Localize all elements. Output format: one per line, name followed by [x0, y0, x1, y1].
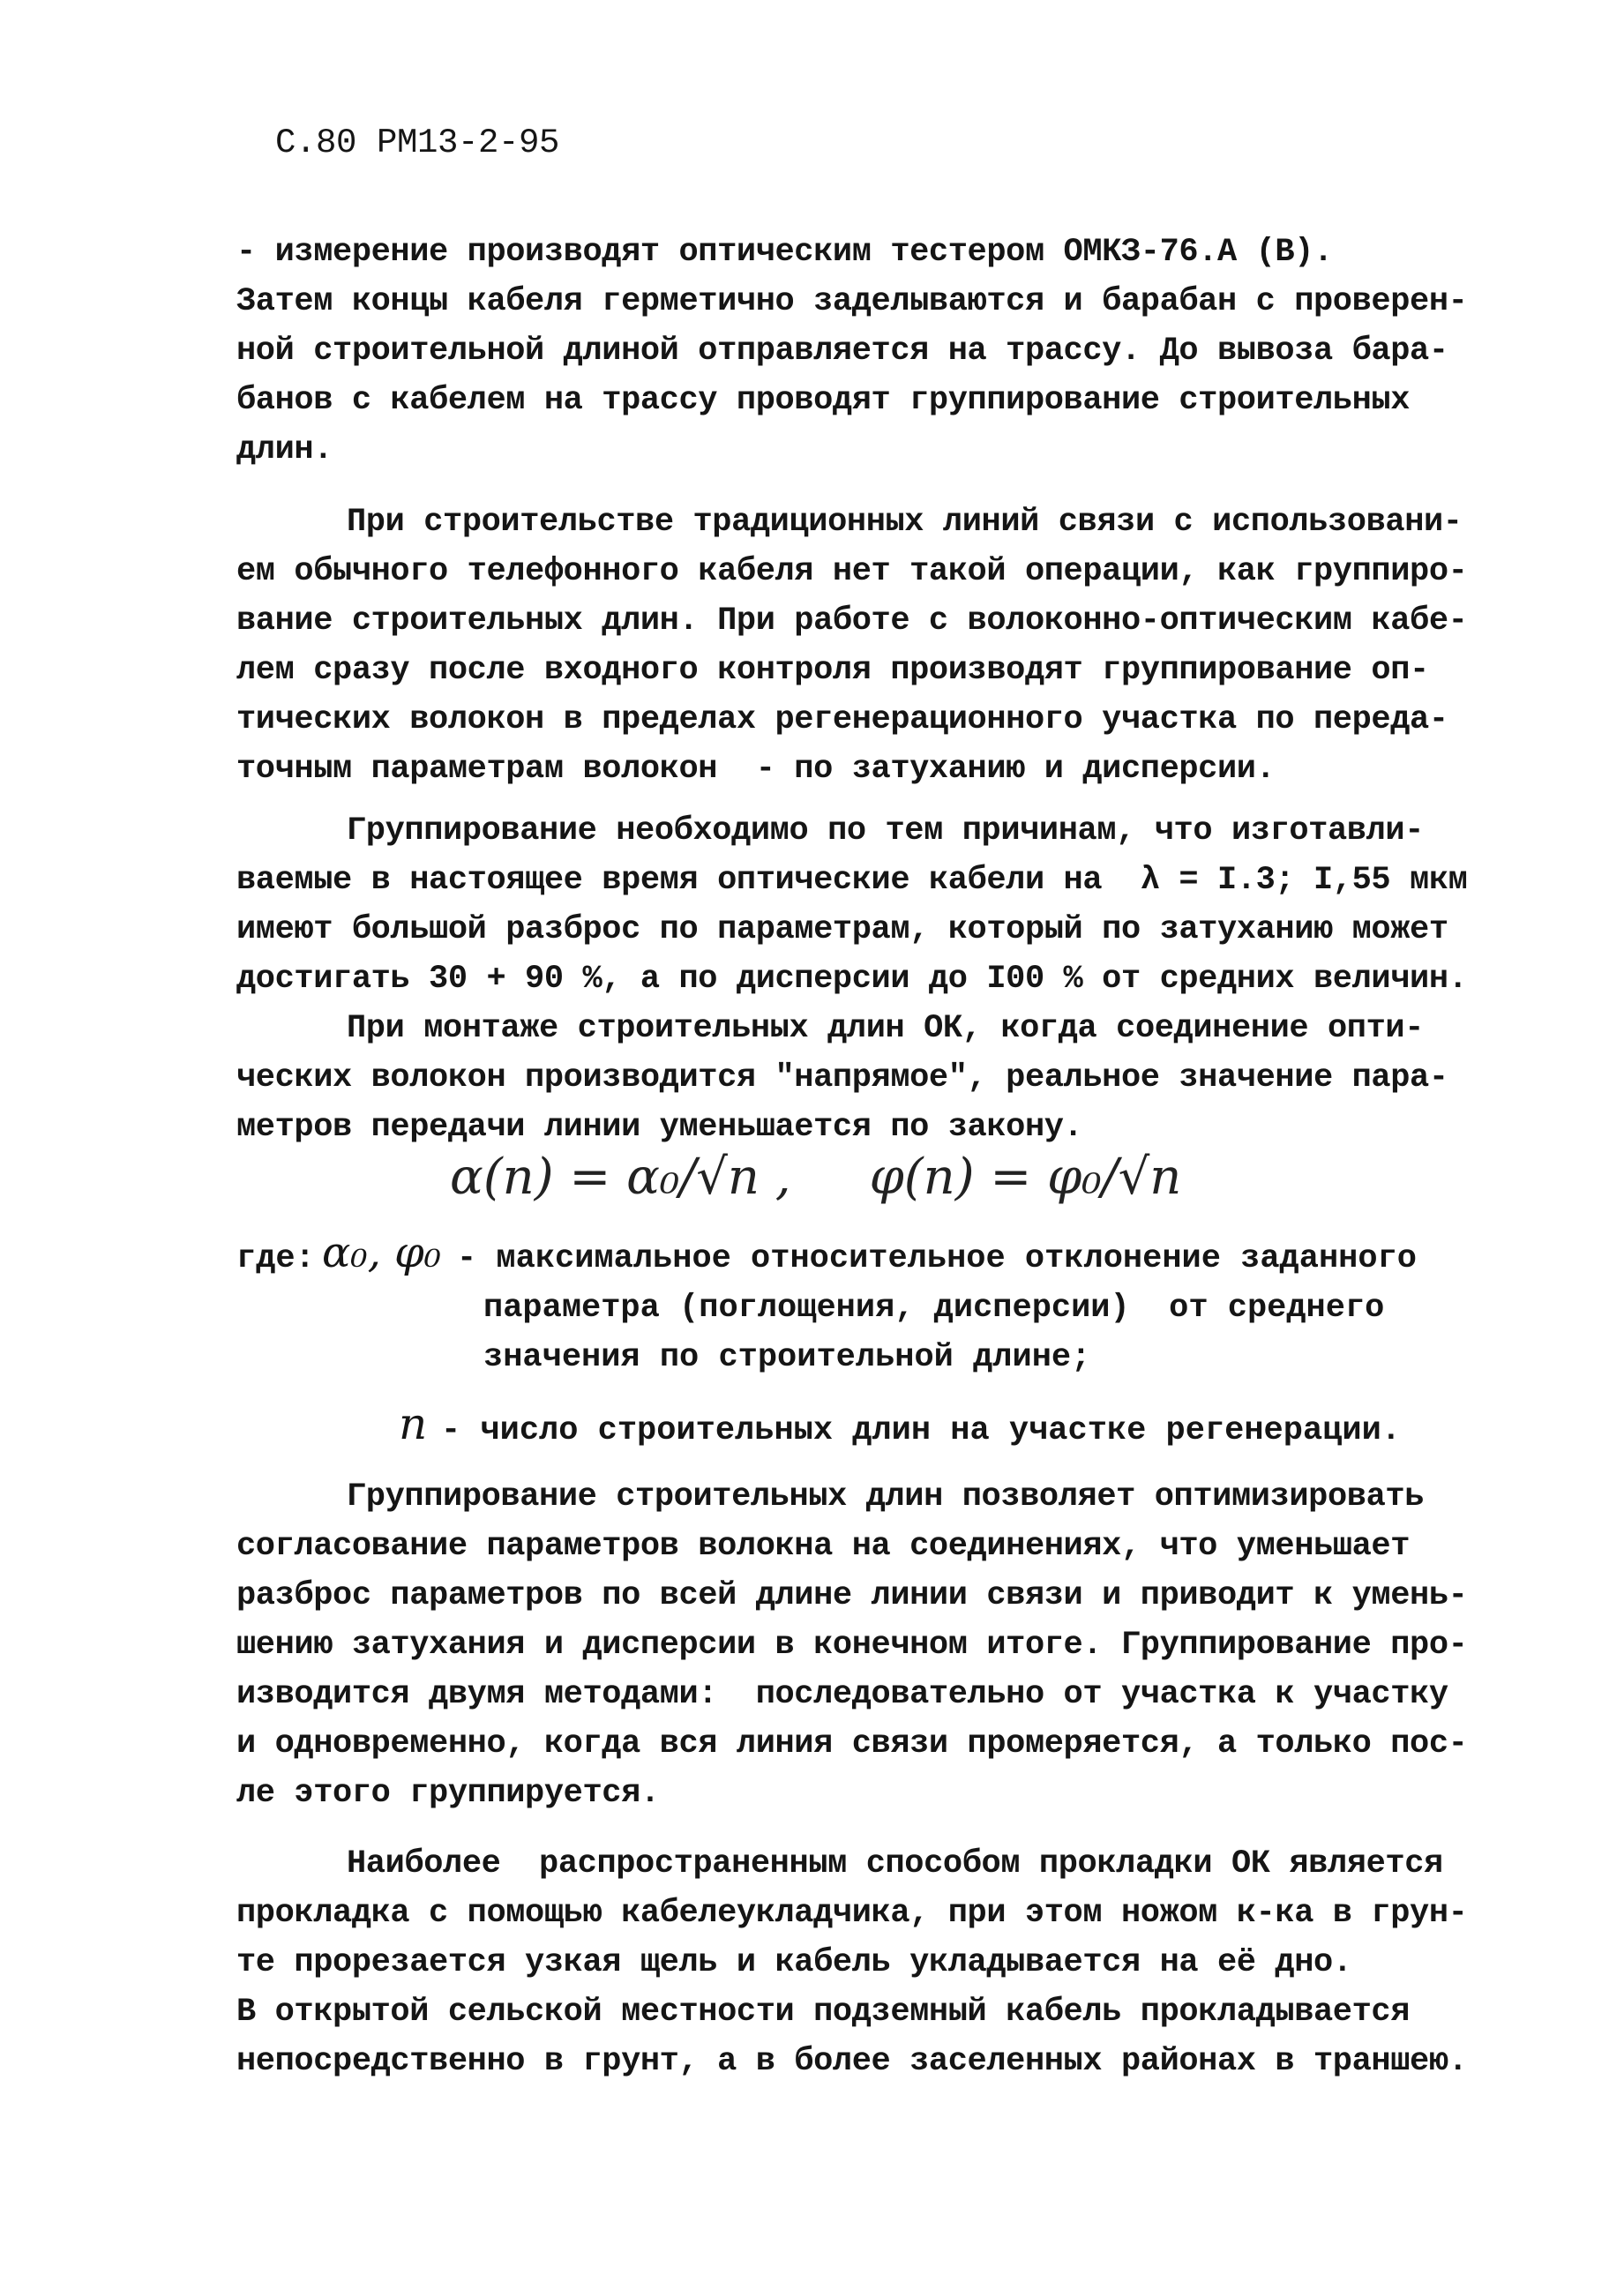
- text-line: - измерение производят оптическим тестером ОМКЗ-76.А (В).: [236, 234, 1333, 271]
- text-line: вание строительных длин. При работе с волоконно-оптическим кабе-: [236, 602, 1468, 640]
- where-symbols: α₀, φ₀: [322, 1228, 442, 1277]
- text-line: Группирование строительных длин позволяет оптимизировать: [347, 1478, 1425, 1515]
- text-line: ной строительной длиной отправляется на трассу. До вывоза бара-: [236, 333, 1448, 370]
- text-line: тических волокон в пределах регенерационного участка по переда-: [236, 701, 1448, 738]
- text-line: точным параметрам волокон - по затуханию и дисперсии.: [236, 751, 1276, 788]
- text-line: Группирование необходимо по тем причинам, что изготавли-: [347, 812, 1425, 849]
- text-line: шению затухания и дисперсии в конечном итоге. Группирование про-: [236, 1627, 1468, 1664]
- text-line: Затем концы кабеля герметично заделываются и барабан с проверен-: [236, 283, 1468, 320]
- formula: α(n) = α₀/√n , φ(n) = φ₀/√n: [450, 1149, 1182, 1206]
- text-line: ле этого группируется.: [236, 1775, 660, 1812]
- text-line: метров передачи линии уменьшается по закону.: [236, 1109, 1083, 1146]
- text-line: разброс параметров по всей длине линии связи и приводит к умень-: [236, 1577, 1468, 1614]
- definition-line: значения по строительной длине;: [483, 1339, 1091, 1376]
- text-line: лем сразу после входного контроля производят группирование оп-: [236, 652, 1429, 689]
- text-line: имеют большой разброс по параметрам, который по затуханию может: [236, 911, 1448, 948]
- text-line: ваемые в настоящее время оптические кабели на λ = I.3; I,55 мкм: [236, 862, 1468, 899]
- n-definition: - число строительных длин на участке регенерации.: [441, 1412, 1401, 1449]
- text-line: те прорезается узкая щель и кабель укладывается на её дно.: [236, 1944, 1352, 1981]
- definition-line: - максимальное относительное отклонение заданного: [457, 1240, 1417, 1277]
- where-label: где:: [236, 1240, 315, 1277]
- text-line: прокладка с помощью кабелеукладчика, при этом ножом к-ка в грун-: [236, 1895, 1468, 1932]
- text-line: ем обычного телефонного кабеля нет такой операции, как группиро-: [236, 553, 1468, 590]
- text-line: достигать 30 + 90 %, а по дисперсии до I00 % от средних величин.: [236, 961, 1468, 998]
- definition-line: параметра (поглощения, дисперсии) от среднего: [483, 1290, 1385, 1327]
- text-line: согласование параметров волокна на соединениях, что уменьшает: [236, 1528, 1411, 1565]
- text-line: При монтаже строительных длин ОК, когда соединение опти-: [347, 1010, 1425, 1047]
- n-symbol: n: [399, 1398, 428, 1449]
- text-line: В открытой сельской местности подземный кабель прокладывается: [236, 1994, 1411, 2031]
- text-line: При строительстве традиционных линий связи с использовани-: [347, 504, 1463, 541]
- text-line: и одновременно, когда вся линия связи промеряется, а только пос-: [236, 1725, 1468, 1762]
- text-line: ческих волокон производится "напрямое", реальное значение пара-: [236, 1059, 1448, 1096]
- page-header: С.80 РМ13-2-95: [275, 123, 560, 162]
- text-line: Наиболее распространенным способом прокладки ОК является: [347, 1845, 1443, 1882]
- text-line: банов с кабелем на трассу проводят группирование строительных: [236, 382, 1411, 419]
- text-line: длин.: [236, 431, 333, 468]
- text-line: изводится двумя методами: последовательно от участка к участку: [236, 1676, 1448, 1713]
- text-line: непосредственно в грунт, а в более заселенных районах в траншею.: [236, 2043, 1468, 2080]
